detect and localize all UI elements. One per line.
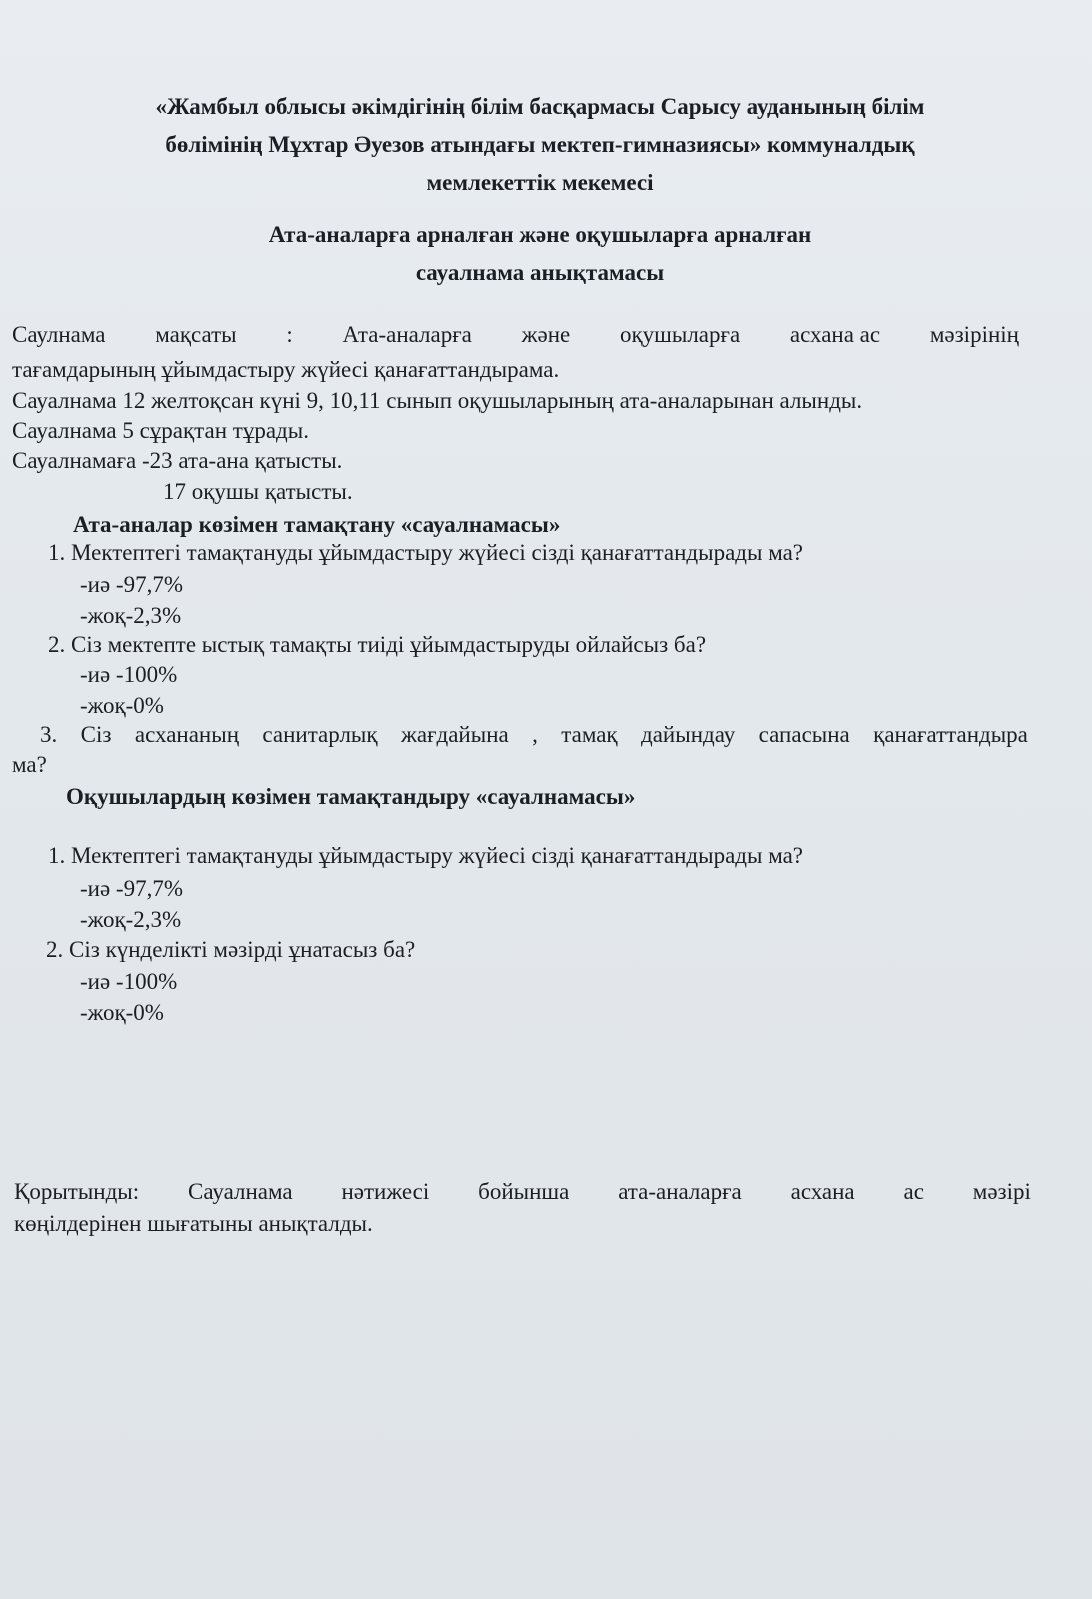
q3-word: , [532,722,538,747]
parents-q3 [40,720,1028,750]
header-line-3: мемлекеттік мекемесі [426,170,654,195]
conclusion-word: ас [903,1179,924,1204]
parents-q1-no: -жоқ-2,3% [80,603,182,628]
parents-q1-yes: -иә -97,7% [80,572,183,597]
conclusion-word: ата-аналарға [618,1179,742,1204]
conclusion-word: Қорытынды: [14,1179,140,1204]
students-q2-yes: -иә -100% [80,969,178,994]
purpose-line-2: тағамдарының ұйымдастыру жүйесі қанағаттандырама. [12,357,560,382]
purpose-word: : [286,322,293,347]
conclusion-word: мәзірі [972,1179,1031,1204]
conclusion-line-2: көңілдерінен шығатыны анықталды. [14,1211,373,1236]
students-q1-yes: -иә -97,7% [80,876,183,901]
purpose-word: және [521,322,571,347]
q3-word: асхананың [134,722,239,747]
q3-word: қанағаттандыра [873,722,1028,747]
parents-q2-yes: -иә -100% [80,662,178,687]
parents-survey-heading: Ата-аналар көзімен тамақтану «сауалнамасы» [73,512,561,537]
q3-word: Сіз [80,722,112,747]
students-q2-no: -жоқ-0% [80,1000,164,1025]
header-line-1: «Жамбыл облысы әкімдігінің білім басқармасы Сарысу ауданының білім [155,94,925,119]
questions-count-line: Сауалнама 5 сұрақтан тұрады. [12,418,309,443]
purpose-word: асхана ас [789,322,881,347]
conclusion-line-1 [14,1177,1031,1207]
students-q2: 2. Сіз күнделікті мәзірді ұнатасыз ба? [46,937,416,962]
title-line-2: сауалнама анықтамасы [415,260,665,285]
parents-q2-no: -жоқ-0% [80,693,164,718]
q3-word: сапасына [758,722,850,747]
conclusion-word: асхана [790,1179,855,1204]
q3-word: 3. [40,722,58,747]
institution-header [40,88,1040,202]
conclusion-word: Сауалнама [188,1179,293,1204]
students-q1-no: -жоқ-2,3% [80,907,182,932]
document-title [60,216,1020,292]
parents-q1: 1. Мектептегі тамақтануды ұйымдастыру жүйесі сізді қанағаттандырады ма? [48,540,804,565]
students-survey-heading: Оқушылардың көзімен тамақтандыру «сауалнамасы» [66,784,636,809]
parents-q2: 2. Сіз мектепте ыстық тамақты тиіді ұйымдастыруды ойлайсыз ба? [48,632,707,657]
q3-word: санитарлық [262,722,378,747]
conclusion-word: нәтижесі [341,1179,430,1204]
header-line-2: бөлімінің Мұхтар Әуезов атындағы мектеп-гимназиясы» коммуналдық [165,132,915,157]
q3-word: дайындау [641,722,736,747]
q3-word: жағдайына [400,722,509,747]
conclusion-word: бойынша [478,1179,570,1204]
students-q1: 1. Мектептегі тамақтануды ұйымдастыру жүйесі сізді қанағаттандырады ма? [48,843,804,868]
purpose-word: мақсаты [155,322,237,347]
purpose-word: Саулнама [12,322,106,347]
purpose-word: мәзірінің [929,322,1019,347]
purpose-line-1 [12,320,1019,350]
title-line-1: Ата-аналарға арналған және оқушыларға арналған [268,222,812,247]
purpose-word: оқушыларға [619,322,741,347]
survey-date-line: Сауалнама 12 желтоқсан күні 9, 10,11 сынып оқушыларының ата-аналарынан алынды. [12,388,863,413]
parents-q3-continuation: ма? [12,752,47,777]
q3-word: тамақ [561,722,618,747]
parents-count-line: Сауалнамаға -23 ата-ана қатысты. [12,448,343,473]
purpose-word: Ата-аналарға [342,322,472,347]
students-count-line: 17 оқушы қатысты. [163,479,353,504]
